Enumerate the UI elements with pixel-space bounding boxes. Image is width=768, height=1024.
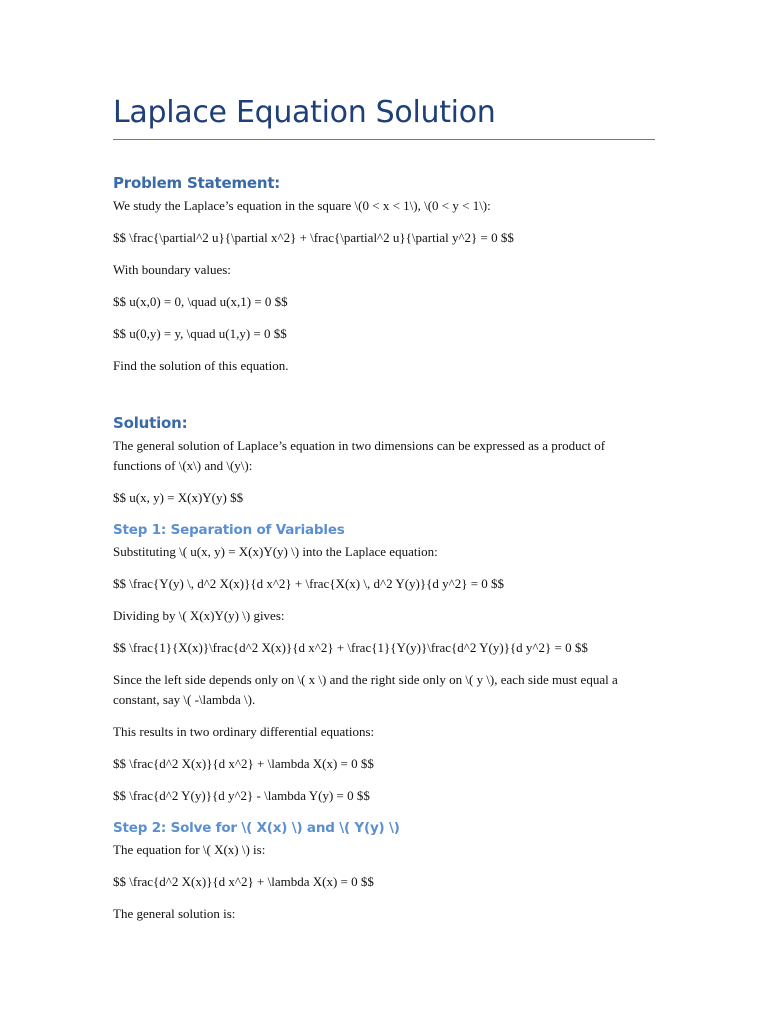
step2-section	[113, 818, 655, 924]
boundary-equation-x: $$ u(0,y) = y, \quad u(1,y) = 0 $$	[113, 326, 287, 341]
ode-x-equation: $$ \frac{d^2 X(x)}{d x^2} + \lambda X(x) = 0 $$	[113, 756, 374, 771]
step1-dividing-text: Dividing by \( X(x)Y(y) \) gives:	[113, 608, 285, 623]
step1-divided-equation: $$ \frac{1}{X(x)}\frac{d^2 X(x)}{d x^2} + \frac{1}{Y(y)}\frac{d^2 Y(y)}{d y^2} = 0 $$	[113, 640, 588, 655]
step1-ode-intro: This results in two ordinary differential equations:	[113, 724, 375, 739]
solution-section	[113, 412, 655, 508]
step2-x-intro: The equation for \( X(x) \) is:	[113, 842, 266, 857]
problem-intro: We study the Laplace’s equation in the square \(0 < x < 1\), \(0 < y < 1\):	[113, 198, 491, 213]
product-form-equation: $$ u(x, y) = X(x)Y(y) $$	[113, 490, 244, 505]
document-body	[113, 168, 655, 936]
boundary-equation-y: $$ u(x,0) = 0, \quad u(x,1) = 0 $$	[113, 294, 288, 309]
step2-general-solution-text: The general solution is:	[113, 906, 236, 921]
section-spacer	[113, 388, 655, 408]
boundary-intro: With boundary values:	[113, 262, 231, 277]
solution-heading: Solution:	[113, 414, 188, 432]
problem-task: Find the solution of this equation.	[113, 358, 289, 373]
step1-heading: Step 1: Separation of Variables	[113, 522, 345, 538]
ode-y-equation: $$ \frac{d^2 Y(y)}{d y^2} - \lambda Y(y) = 0 $$	[113, 788, 370, 803]
problem-heading: Problem Statement:	[113, 174, 281, 192]
title-underline	[113, 139, 655, 140]
step2-heading: Step 2: Solve for \( X(x) \) and \( Y(y) \)	[113, 820, 400, 836]
step1-section	[113, 520, 655, 806]
document-title: Laplace Equation Solution	[113, 95, 496, 130]
laplace-equation: $$ \frac{\partial^2 u}{\partial x^2} + \frac{\partial^2 u}{\partial y^2} = 0 $$	[113, 230, 514, 245]
step1-substitution-text: Substituting \( u(x, y) = X(x)Y(y) \) into the Laplace equation:	[113, 544, 438, 559]
solution-intro: The general solution of Laplace’s equation in two dimensions can be expressed as a product of functions of \(x\) and \(y\):	[113, 438, 606, 473]
step1-constant-text: Since the left side depends only on \( x \) and the right side only on \( y \), each side must equal a constant, say \( -\lambda \).	[113, 672, 618, 707]
step2-x-equation: $$ \frac{d^2 X(x)}{d x^2} + \lambda X(x) = 0 $$	[113, 874, 374, 889]
step1-substituted-equation: $$ \frac{Y(y) \, d^2 X(x)}{d x^2} + \frac{X(x) \, d^2 Y(y)}{d y^2} = 0 $$	[113, 576, 505, 591]
document-page	[113, 0, 655, 1024]
problem-section	[113, 172, 655, 376]
